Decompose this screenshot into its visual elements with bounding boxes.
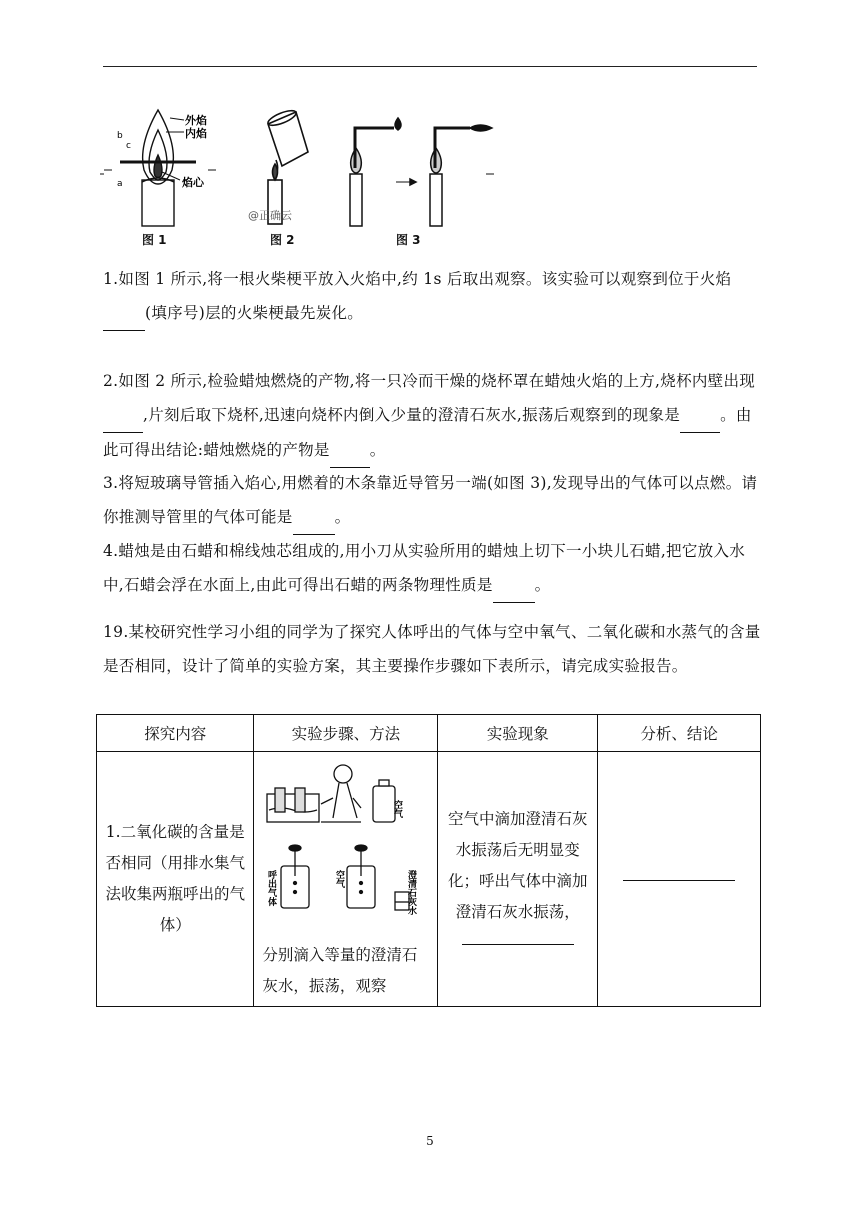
question-19: 19.某校研究性学习小组的同学为了探究人体呼出的气体与空中氧气、二氧化碳和水蒸气的含量是否相同，设计了简单的实验方案，其主要操作步骤如下表所示，请完成实验报告。 — [103, 623, 761, 675]
header-rule — [103, 66, 757, 67]
q2-text-3: 。由此可得出结论:蜡烛燃烧的产物是 — [103, 406, 752, 459]
header-method: 实验步骤、方法 — [254, 715, 438, 752]
label-c: c — [126, 141, 131, 151]
cell-phenomenon — [438, 752, 598, 1007]
q3-text-2: 。 — [334, 508, 351, 526]
header-content: 探究内容 — [97, 715, 254, 752]
question-4 — [103, 534, 763, 603]
q2-text-4: 。 — [369, 441, 386, 459]
q1-blank[interactable] — [103, 296, 145, 331]
method-text: 分别滴入等量的澄清石灰水，振荡，观察 — [262, 946, 418, 995]
q2-text-2: ,片刻后取下烧杯,迅速向烧杯内倒入少量的澄清石灰水,振荡后观察到的现象是 — [143, 406, 681, 424]
cell-content — [97, 752, 254, 1007]
question-1 — [103, 262, 763, 331]
label-inner-flame: 内焰 — [185, 127, 207, 140]
figures-illustration — [100, 100, 520, 250]
fig1-caption: 图 1 — [142, 233, 167, 247]
watermark: @正确云 — [248, 209, 292, 222]
q3-text-1: 3.将短玻璃导管插入焰心,用燃着的木条靠近导管另一端(如图 3),发现导出的气体可以点燃。请你推测导管里的气体可能是 — [103, 474, 758, 526]
q1-text-2: (填序号)层的火柴梗最先炭化。 — [145, 304, 364, 322]
conclusion-blank[interactable] — [623, 879, 735, 881]
phenomenon-blank[interactable] — [462, 943, 574, 945]
q4-text-1: 4.蜡烛是由石蜡和棉线烛芯组成的,用小刀从实验所用的蜡烛上切下一小块儿石蜡,把它放入水中,石蜡会浮在水面上,由此可得出石蜡的两条物理性质是 — [103, 542, 746, 594]
method-label-exhaled: 呼出气体 — [265, 870, 276, 906]
phenomenon-text: 空气中滴加澄清石灰水振荡后无明显变化；呼出气体中滴加澄清石灰水振荡， — [448, 809, 588, 921]
content-text: 1.二氧化碳的含量是否相同（用排水集气法收集两瓶呼出的气体） — [105, 823, 245, 934]
q2-text-1: 2.如图 2 所示,检验蜡烛燃烧的产物,将一只冷而干燥的烧杯罩在蜡烛火焰的上方,烧杯内壁出现 — [103, 372, 756, 390]
method-label-air: 空气 — [333, 870, 344, 888]
label-flame-core: 焰心 — [182, 176, 204, 189]
label-a: a — [117, 179, 123, 189]
q1-text: 1.如图 1 所示,将一根火柴梗平放入火焰中,约 1s 后取出观察。该实验可以观察到位于火焰 — [103, 270, 732, 288]
table-row — [97, 752, 761, 1007]
table-header-row — [97, 715, 761, 752]
question-3 — [103, 466, 763, 535]
header-conclusion: 分析、结论 — [598, 715, 761, 752]
label-outer-flame: 外焰 — [185, 114, 207, 127]
header-phenomenon: 实验现象 — [438, 715, 598, 752]
method-label-limewater: 澄清石灰水 — [405, 870, 416, 915]
method-illustration — [261, 758, 431, 936]
fig3-caption: 图 3 — [396, 233, 421, 247]
experiment-report-table — [96, 714, 761, 1007]
q2-blank-2[interactable] — [680, 398, 720, 433]
question-2 — [103, 364, 763, 468]
figure-strip — [100, 100, 520, 250]
q2-blank-3[interactable] — [330, 433, 370, 468]
fig2-caption: 图 2 — [270, 233, 295, 247]
cell-method — [254, 752, 438, 1007]
q3-blank[interactable] — [293, 500, 335, 535]
q2-blank-1[interactable] — [103, 398, 143, 433]
method-label-air-top: 空气 — [391, 800, 402, 818]
q4-blank[interactable] — [493, 568, 535, 603]
label-b: b — [117, 131, 123, 141]
q4-text-2: 。 — [534, 576, 551, 594]
page-number: 5 — [426, 1134, 434, 1148]
cell-conclusion — [598, 752, 761, 1007]
